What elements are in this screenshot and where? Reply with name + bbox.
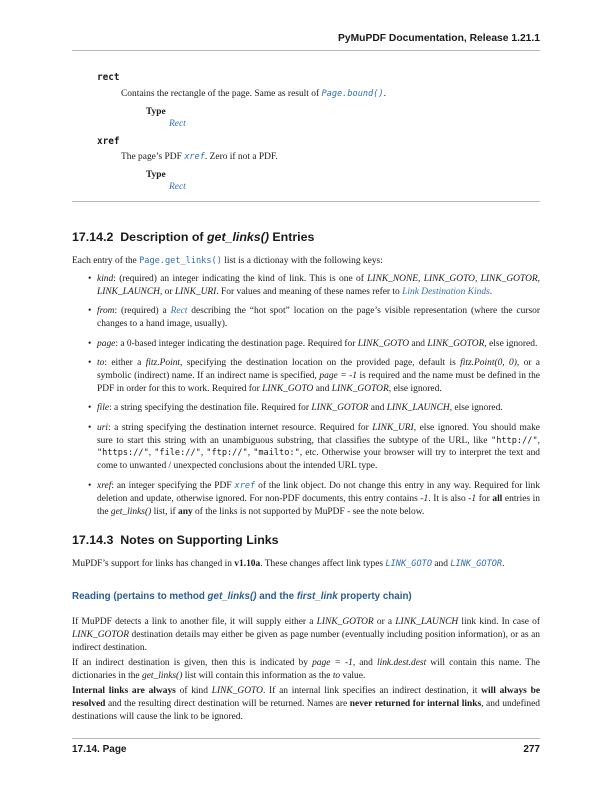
attr-xref-name: xref bbox=[97, 136, 120, 147]
notes-intro: MuPDF’s support for links has changed in v1.10a. These changes affect link types LINK_GOTO and LINK_GOTOR. bbox=[72, 559, 505, 569]
link-destination-kinds-link[interactable]: Link Destination Kinds bbox=[402, 286, 490, 297]
reading-paragraph-3: Internal links are always of kind LINK_GOTO. If an internal link specifies an indirect destination, it will always be resolved and the resulting direct destination will be returned. Names are never returned for internal links, and undefined destinations will cause the link to be ignored. bbox=[72, 686, 541, 722]
attr-rect-name: rect bbox=[97, 72, 120, 83]
xref-inline-link[interactable]: xref bbox=[234, 480, 256, 491]
section-heading-get-links: 17.14.2 Description of get_links() Entries bbox=[72, 230, 315, 244]
link-gotor-link[interactable]: LINK_GOTOR bbox=[450, 559, 503, 569]
page-number: 277 bbox=[523, 744, 540, 755]
rect-link[interactable]: Rect bbox=[170, 306, 188, 317]
running-header: PyMuPDF Documentation, Release 1.21.1 bbox=[338, 33, 540, 44]
list-item-kind: • kind: (required) an integer indicating the kind of link. This is one of LINK_NONE, LINK_GOTO, LINK_GOTOR, LINK_LAUNCH, or LINK_URI. For values and meaning of these names refer to Link Destination Kinds. bbox=[88, 273, 540, 299]
list-item-xref: • xref: an integer specifying the PDF xref of the link object. Do not change this entry in any way. Required for link deletion and update, otherwise ignored. For non-PDF documents, this entry contains -1. It is also -1 for all entries in the get_links() list, if any of the links is not supported by MuPDF - see the note below. bbox=[88, 480, 540, 519]
attr-xref-type-label: Type bbox=[146, 170, 166, 180]
footer-rule bbox=[72, 738, 540, 739]
page-get-links-link[interactable]: Page.get_links() bbox=[139, 256, 222, 266]
subsection-heading-reading: Reading (pertains to method get_links() and the first_link property chain) bbox=[72, 591, 412, 602]
header-rule bbox=[72, 50, 540, 51]
page-bound-link[interactable]: Page.bound() bbox=[321, 89, 384, 99]
list-item-uri: • uri: a string specifying the destination internet resource. Required for LINK_URI, else ignored. You should make sure to start this string with an unambiguous substring, that classifies the subtype of the URL, like "http://", "https://", "file://", "ftp://", "mailto:", etc. Otherwise your browser will try to interpret the text and come to unwanted / unexpected conclusions about the intended URL type. bbox=[88, 422, 540, 474]
attr-rect-desc: Contains the rectangle of the page. Same as result of Page.bound(). bbox=[121, 89, 386, 99]
link-keys-list bbox=[88, 273, 540, 525]
reading-paragraph-1: If MuPDF detects a link to another file, it will supply either a LINK_GOTOR or a LINK_LAUNCH link kind. In case of LINK_GOTOR destination details may either be given as page number (eventually including position information), or as an indirect destination. bbox=[72, 617, 540, 653]
get-links-intro: Each entry of the Page.get_links() list is a dictionay with the following keys: bbox=[72, 256, 383, 266]
running-footer bbox=[72, 744, 540, 755]
section-heading-notes: 17.14.3 Notes on Supporting Links bbox=[72, 533, 279, 547]
attr-rect-type-link[interactable]: Rect bbox=[169, 119, 186, 129]
footer-section: 17.14. Page bbox=[72, 744, 127, 755]
attr-xref-desc: The page’s PDF xref. Zero if not a PDF. bbox=[121, 152, 278, 162]
list-item-page: • page: a 0-based integer indicating the destination page. Required for LINK_GOTO and LINK_GOTOR, else ignored. bbox=[88, 338, 540, 351]
attr-rect-type-label: Type bbox=[146, 107, 166, 117]
list-item-file: • file: a string specifying the destination file. Required for LINK_GOTOR and LINK_LAUNCH, else ignored. bbox=[88, 402, 540, 415]
list-item-to: • to: either a fitz.Point, specifying the destination location on the provided page, default is fitz.Point(0, 0), or a symbolic (indirect) name. If an indirect name is specified, page = -1 is required and the name must be defined in the PDF in order for this to work. Required for LINK_GOTO and LINK_GOTOR, else ignored. bbox=[88, 357, 540, 396]
section-divider bbox=[72, 201, 540, 202]
xref-link[interactable]: xref bbox=[184, 152, 205, 162]
attr-xref-type-link[interactable]: Rect bbox=[169, 182, 186, 192]
link-goto-link[interactable]: LINK_GOTO bbox=[385, 559, 432, 569]
reading-paragraph-2: If an indirect destination is given, then this is indicated by page = -1, and link.dest.dest will contain this name. The dictionaries in the get_links() list will contain this information as the to value. bbox=[72, 658, 540, 681]
list-item-from: • from: (required) a Rect describing the “hot spot” location on the page’s visible representation (where the cursor changes to a hand image, usually). bbox=[88, 305, 540, 331]
